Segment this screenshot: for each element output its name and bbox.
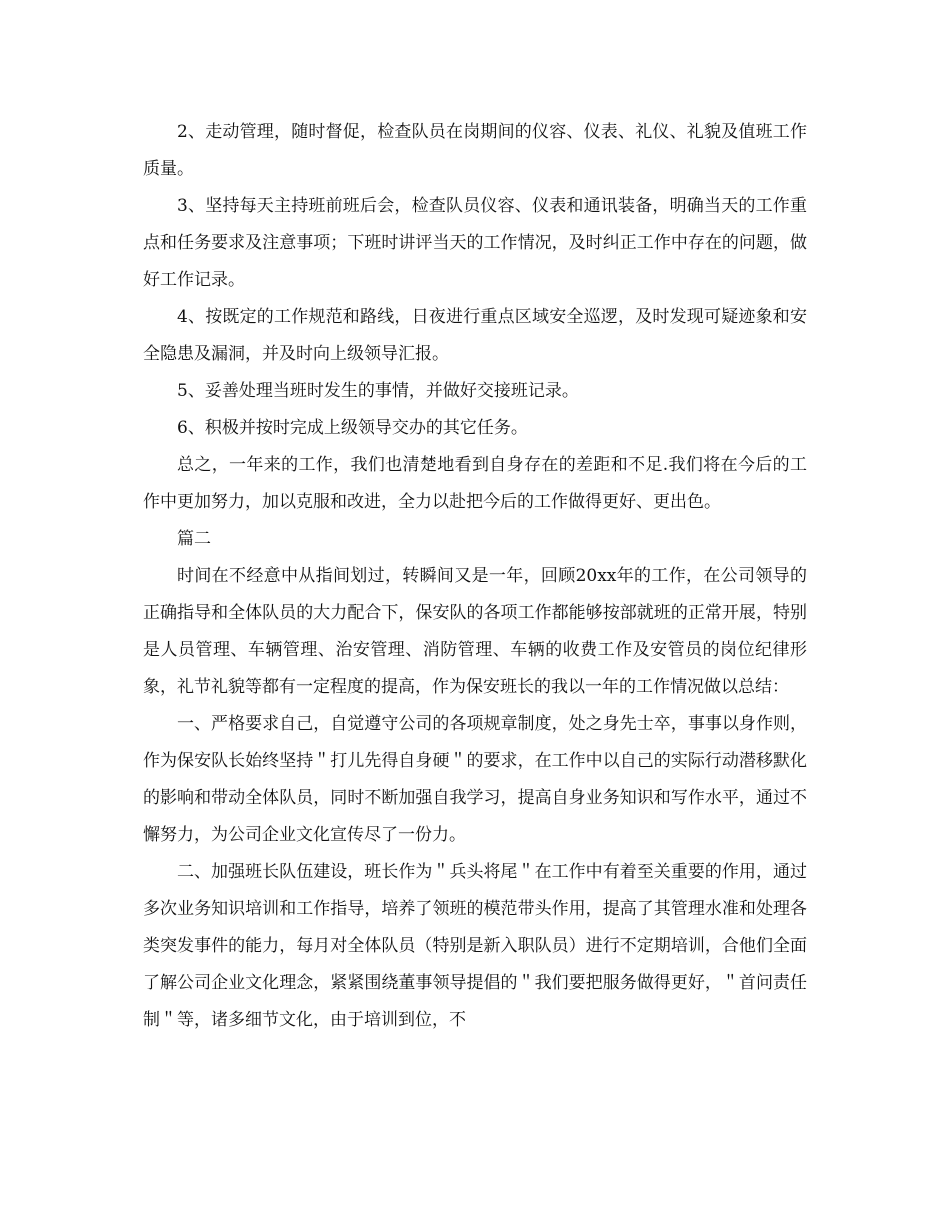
paragraph-summary: 总之，一年来的工作，我们也清楚地看到自身存在的差距和不足.我们将在今后的工作中更加努力，加以克服和改进，全力以赴把今后的工作做得更好、更出色。	[143, 455, 807, 512]
paragraph-duty-3: 3、坚持每天主持班前班后会，检查队员仪容、仪表和通讯装备，明确当天的工作重点和任务要求及注意事项；下班时讲评当天的工作情况，及时纠正工作中存在的问题，做好工作记录。	[143, 196, 807, 290]
paragraph-point-2: 二、加强班长队伍建设，班长作为＂兵头将尾＂在工作中有着至关重要的作用，通过多次业务知识培训和工作指导，培养了领班的模范带头作用，提高了其管理水准和处理各类突发事件的能力，每月对全体队员（特别是新入职队员）进行不定期培训，合他们全面了解公司企业文化理念，紧紧围绕董事领导提倡的＂我们要把服务做得更好，＂首问责任制＂等，诸多细节文化，由于培训到位，不	[143, 862, 807, 1030]
document-body	[143, 114, 807, 1039]
paragraph-intro: 时间在不经意中从指间划过，转瞬间又是一年，回顾20xx年的工作，在公司领导的正确指导和全体队员的大力配合下，保安队的各项工作都能够按部就班的正常开展，特别是人员管理、车辆管理、治安管理、消防管理、车辆的收费工作及安管员的岗位纪律形象，礼节礼貌等都有一定程度的提高，作为保安班长的我以一年的工作情况做以总结：	[143, 566, 807, 697]
paragraph-duty-4: 4、按既定的工作规范和路线，日夜进行重点区域安全巡逻，及时发现可疑迹象和安全隐患及漏洞，并及时向上级领导汇报。	[143, 307, 807, 364]
paragraph-duty-2: 2、走动管理，随时督促，检查队员在岗期间的仪容、仪表、礼仪、礼貌及值班工作质量。	[143, 122, 807, 179]
paragraph-duty-6: 6、积极并按时完成上级领导交办的其它任务。	[177, 418, 528, 438]
paragraph-point-1: 一、严格要求自己，自觉遵守公司的各项规章制度，处之身先士卒，事事以身作则，作为保安队长始终坚持＂打儿先得自身硬＂的要求，在工作中以自己的实际行动潜移默化的影响和带动全体队员，同时不断加强自我学习，提高自身业务知识和写作水平，通过不懈努力，为公司企业文化宣传尽了一份力。	[143, 714, 807, 845]
paragraph-duty-5: 5、妥善处理当班时发生的事情，并做好交接班记录。	[177, 381, 579, 401]
section-heading: 篇二	[177, 529, 211, 549]
